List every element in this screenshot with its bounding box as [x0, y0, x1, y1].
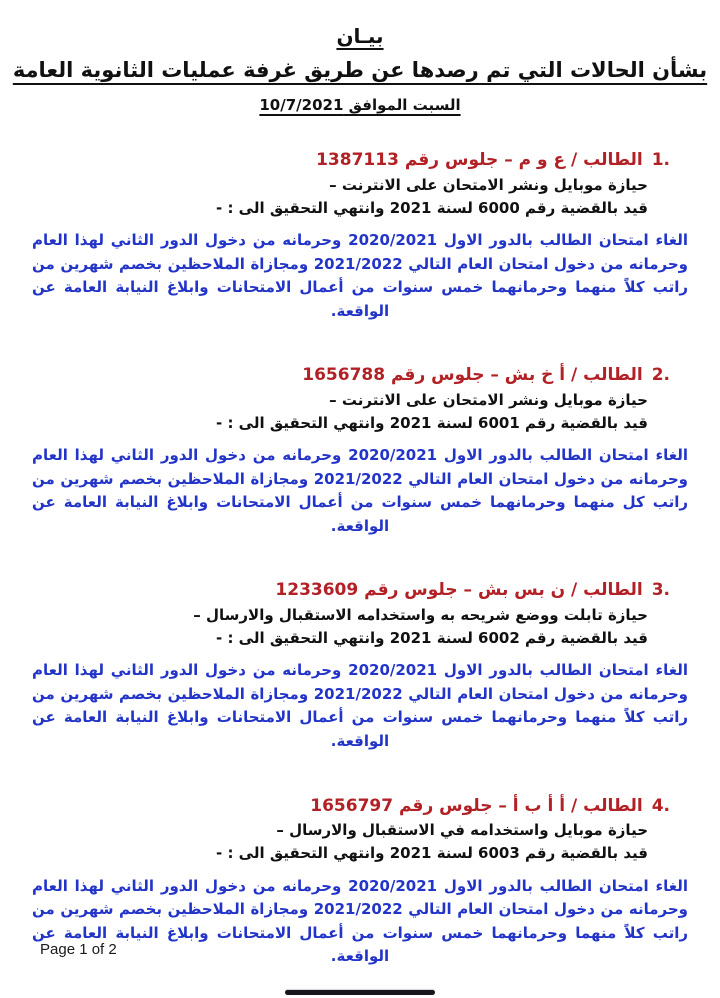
page-number-label: Page 1 of 2: [40, 941, 117, 958]
case-decision: الغاء امتحان الطالب بالدور الاول 2020/2021 وحرمانه من دخول الدور الثاني لهذا العام وحرمانه من دخول امتحان العام التالي 2021/2022 ومجازاة الملاحظين بخصم شهرين من راتب كلاً منهما وحرمانهما خمس سنوات من أعمال الامتحانات وابلاغ النيابة العامة عن الواقعة.: [32, 231, 688, 320]
case-header-row: [0, 578, 720, 604]
case-charge-line: حيازة موبايل ونشر الامتحان على الانترنت –: [329, 390, 648, 409]
case-record-line: قيد بالقضية رقم 6000 لسنة 2021 وانتهي التحقيق الى : -: [216, 198, 648, 217]
case-decision: الغاء امتحان الطالب بالدور الاول 2020/2021 وحرمانه من دخول الدور الثاني لهذا العام وحرمانه من دخول امتحان العام التالي 2021/2022 ومجازاة الملاحظين بخصم شهرين من راتب كلاً منهما وحرمانهما خمس سنوات من أعمال الامتحانات وابلاغ النيابة العامة عن الواقعة.: [32, 876, 688, 966]
case-entry: [0, 363, 720, 538]
case-charge-line: حيازة موبايل ونشر الامتحان على الانترنت –: [329, 175, 648, 194]
case-header: الطالب / ن بس بش – جلوس رقم 1233609: [275, 580, 643, 601]
case-number: 2.: [651, 365, 670, 386]
case-decision: الغاء امتحان الطالب بالدور الاول 2020/2021 وحرمانه من دخول الدور الثاني لهذا العام وحرمانه من دخول امتحان العام التالي 2021/2022 ومجازاة الملاحظين بخصم شهرين من راتب كل منهما وحرمانهما خمس سنوات من أعمال الامتحانات وابلاغ النيابة العامة عن الواقعة.: [32, 446, 688, 535]
case-header-row: [0, 794, 720, 820]
case-header: الطالب / ع و م – جلوس رقم 1387113: [316, 150, 643, 170]
case-header-row: [0, 148, 720, 174]
case-number: 4.: [651, 795, 670, 816]
doc-headline: بشأن الحالات التي تم رصدها عن طريق غرفة عمليات الثانوية العامة: [12, 58, 708, 82]
home-indicator-bar[interactable]: [285, 990, 435, 995]
case-record-line: قيد بالقضية رقم 6002 لسنة 2021 وانتهي التحقيق الى : -: [216, 629, 648, 648]
case-list: [0, 148, 720, 969]
case-decision: الغاء امتحان الطالب بالدور الاول 2020/2021 وحرمانه من دخول الدور الثاني لهذا العام وحرمانه من دخول امتحان العام التالي 2021/2022 ومجازاة الملاحظين بخصم شهرين من راتب كلاً منهما وحرمانهما خمس سنوات من أعمال الامتحانات وابلاغ النيابة العامة عن الواقعة.: [32, 661, 688, 751]
case-charge-line: حيازة تابلت ووضع شريحه به واستخدامه الاستقبال والارسال –: [193, 605, 648, 624]
doc-title: بيـان: [336, 24, 384, 48]
case-header: الطالب / أ أ ب أ – جلوس رقم 1656797: [310, 795, 643, 816]
case-record-line: قيد بالقضية رقم 6003 لسنة 2021 وانتهي التحقيق الى : -: [216, 844, 648, 863]
case-record-line: قيد بالقضية رقم 6001 لسنة 2021 وانتهي التحقيق الى : -: [216, 413, 648, 432]
case-header: الطالب / أ خ بش – جلوس رقم 1656788: [302, 365, 643, 386]
case-charge-line: حيازة موبايل واستخدامه في الاستقبال والارسال –: [276, 821, 648, 840]
case-header-row: [0, 363, 720, 389]
doc-date-line: السبت الموافق 10/7/2021: [259, 96, 461, 114]
case-number: 3.: [651, 580, 670, 601]
case-number: 1.: [651, 150, 670, 170]
case-entry: [0, 148, 720, 323]
case-entry: [0, 578, 720, 753]
